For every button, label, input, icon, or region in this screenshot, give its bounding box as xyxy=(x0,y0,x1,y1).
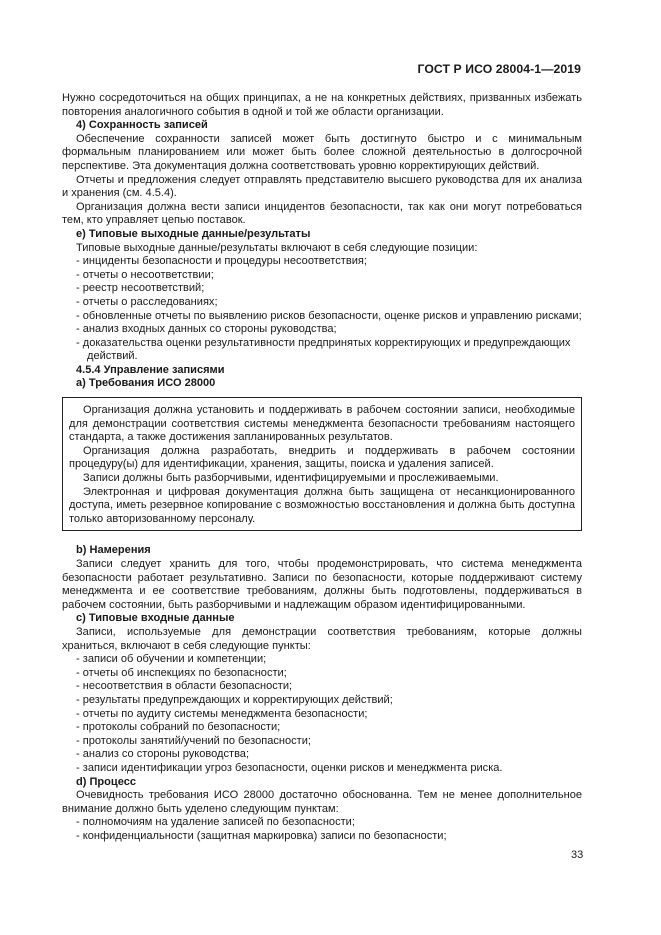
list-item: - конфиденциальности (защитная маркировка) записи по безопасности; xyxy=(76,830,582,844)
list-item: - анализ со стороны руководства; xyxy=(76,748,582,762)
list-item: - протоколы собраний по безопасности; xyxy=(76,721,582,735)
section-4-heading: 4) Сохранность записей xyxy=(76,119,208,132)
box-paragraph: Электронная и цифровая документация должна быть защищена от несанкционированного доступа, иметь резервное копирование с возможностью восстановления и должна быть доступна только авторизованному персоналу. xyxy=(69,485,575,525)
page-content xyxy=(62,92,582,843)
requirements-box xyxy=(62,397,582,531)
list-item: - полномочиям на удаление записей по безопасности; xyxy=(76,816,582,830)
box-paragraph: Записи должны быть разборчивыми, идентифицируемыми и прослеживаемыми. xyxy=(83,472,499,485)
list-item: - отчеты об инспекциях по безопасности; xyxy=(76,667,582,681)
list-item: - отчеты по аудиту системы менеджмента безопасности; xyxy=(76,708,582,722)
list-item: - анализ входных данных со стороны руководства; xyxy=(76,323,582,337)
section-454-heading: 4.5.4 Управление записями xyxy=(76,363,225,376)
section-c-heading: c) Типовые входные данные xyxy=(76,612,235,625)
section-4-paragraph: Отчеты и предложения следует отправлять представителю высшего руководства для их анализа и хранения (см. 4.5.4). xyxy=(62,173,582,200)
list-item: - отчеты о несоответствии; xyxy=(76,269,582,283)
list-item: - инциденты безопасности и процедуры несоответствия; xyxy=(76,255,582,269)
section-b-paragraph: Записи следует хранить для того, чтобы продемонстрировать, что система менеджмента безопасности работает результативно. Записи по безопасности, которые поддерживают систему менеджмента и ее соответствие требованиям, должны быть подготовлены, поддерживаться в рабочем состоянии, быть разборчивыми и надлежащим образом идентифицированными. xyxy=(62,558,582,611)
section-d-heading: d) Процесс xyxy=(76,775,137,788)
list-item: - отчеты о расследованиях; xyxy=(76,296,582,310)
list-item: - результаты предупреждающих и корректирующих действий; xyxy=(76,694,582,708)
section-d-list xyxy=(62,816,582,843)
list-item: - записи идентификации угроз безопасности, оценки рисков и менеджмента риска. xyxy=(76,762,582,776)
list-item: - обновленные отчеты по выявлению рисков безопасности, оценке рисков и управлению рисками; xyxy=(76,310,582,324)
box-paragraph: Организация должна установить и поддерживать в рабочем состоянии записи, необходимые для демонстрации соответствия системы менеджмента безопасности требованиям настоящего стандарта, а также достижения запланированных результатов. xyxy=(69,404,575,444)
section-c-lead: Записи, используемые для демонстрации соответствия требованиям, которые должны храниться, включают в себя следующие пункты: xyxy=(62,625,582,652)
section-4-paragraph: Организация должна вести записи инцидентов безопасности, так как они могут потребоваться тем, кто управляет цепью поставок. xyxy=(62,200,582,227)
section-e-heading: e) Типовые выходные данные/результаты xyxy=(76,227,311,240)
box-paragraph: Организация должна разработать, внедрить и поддерживать в рабочем состоянии процедуру(ы) для идентификации, хранения, защиты, поиска и удаления записей. xyxy=(69,444,575,471)
section-e-lead: Типовые выходные данные/результаты включают в себя следующие позиции: xyxy=(76,241,478,254)
list-item: - реестр несоответствий; xyxy=(76,282,582,296)
intro-paragraph: Нужно сосредоточиться на общих принципах, а не на конкретных действиях, призванных избежать повторения аналогичного события в одной и той же области организации. xyxy=(62,92,582,118)
section-c-list xyxy=(62,653,582,775)
document-header: ГОСТ Р ИСО 28004-1—2019 xyxy=(417,62,581,76)
section-a-heading: a) Требования ИСО 28000 xyxy=(76,377,216,390)
list-item: - несоответствия в области безопасности; xyxy=(76,680,582,694)
list-item: - доказательства оценки результативности предпринятых корректирующих и предупреждающих действий. xyxy=(76,337,582,364)
section-b-heading: b) Намерения xyxy=(76,544,151,557)
section-d-lead: Очевидность требования ИСО 28000 достаточно обоснованна. Тем не менее дополнительное внимание должно быть уделено следующим пунктам: xyxy=(62,789,582,815)
page-number: 33 xyxy=(571,849,584,861)
list-item: - записи об обучении и компетенции; xyxy=(76,653,582,667)
list-item: - протоколы занятий/учений по безопасности; xyxy=(76,735,582,749)
section-4-paragraph: Обеспечение сохранности записей может быть достигнуто быстро и с минимальным формальным планированием или может быть более сложной деятельностью в долгосрочной перспективе. Эта документация должна соответствовать уровню корректирующих действий. xyxy=(62,132,582,172)
section-e-list xyxy=(62,255,582,364)
